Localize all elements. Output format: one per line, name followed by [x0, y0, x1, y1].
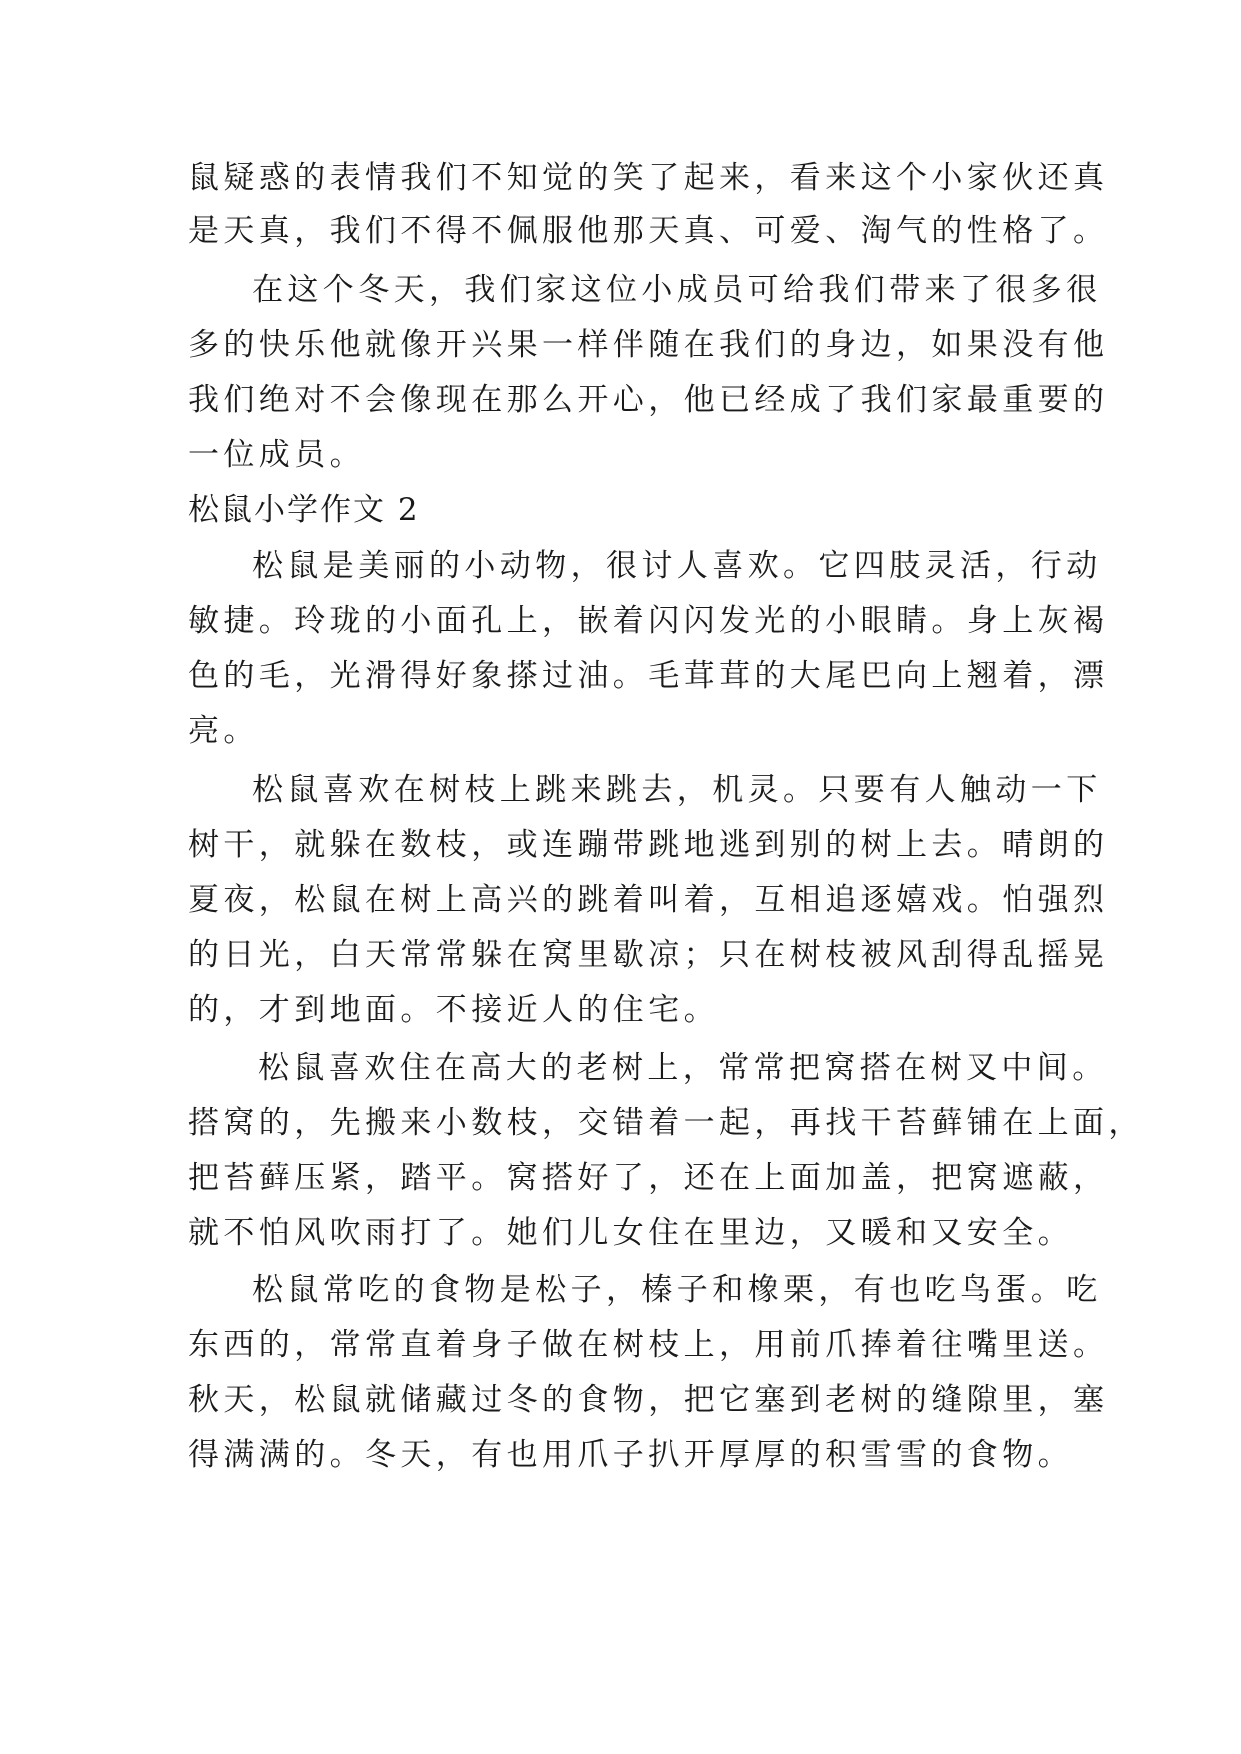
text-line: 敏捷。玲珑的小面孔上，嵌着闪闪发光的小眼睛。身上灰褐: [188, 603, 1109, 639]
text-line: 一位成员。: [188, 437, 365, 473]
text-line: 就不怕风吹雨打了。她们儿女住在里边，又暖和又安全。: [188, 1215, 1073, 1251]
text-line: 松鼠喜欢住在高大的老树上，常常把窝搭在树叉中间。: [258, 1050, 1108, 1086]
text-line: 把苔藓压紧，踏平。窝搭好了，还在上面加盖，把窝遮蔽，: [188, 1160, 1109, 1196]
text-line: 东西的，常常直着身子做在树枝上，用前爪捧着往嘴里送。: [188, 1327, 1109, 1363]
text-line: 秋天，松鼠就储藏过冬的食物，把它塞到老树的缝隙里，塞: [188, 1382, 1109, 1418]
text-line: 松鼠喜欢在树枝上跳来跳去，机灵。只要有人触动一下: [252, 772, 1102, 808]
section-heading: 松鼠小学作文 2: [188, 492, 420, 528]
text-line: 鼠疑惑的表情我们不知觉的笑了起来，看来这个小家伙还真: [188, 160, 1109, 196]
text-line: 夏夜，松鼠在树上高兴的跳着叫着，互相追逐嬉戏。怕强烈: [188, 882, 1109, 918]
text-line: 的日光，白天常常躲在窝里歇凉；只在树枝被风刮得乱摇晃: [188, 937, 1109, 973]
text-line: 多的快乐他就像开兴果一样伴随在我们的身边，如果没有他: [188, 327, 1109, 363]
text-line: 搭窝的，先搬来小数枝，交错着一起，再找干苔藓铺在上面，: [188, 1105, 1144, 1141]
text-line: 我们绝对不会像现在那么开心，他已经成了我们家最重要的: [188, 382, 1109, 418]
text-line: 色的毛，光滑得好象搽过油。毛茸茸的大尾巴向上翘着，漂: [188, 658, 1109, 694]
text-line: 在这个冬天，我们家这位小成员可给我们带来了很多很: [252, 272, 1102, 308]
text-line: 得满满的。冬天，有也用爪子扒开厚厚的积雪雪的食物。: [188, 1437, 1073, 1473]
text-line: 是天真，我们不得不佩服他那天真、可爱、淘气的性格了。: [188, 213, 1109, 249]
text-line: 的，才到地面。不接近人的住宅。: [188, 992, 719, 1028]
text-line: 松鼠常吃的食物是松子，榛子和橡栗，有也吃鸟蛋。吃: [252, 1272, 1102, 1308]
text-line: 树干，就躲在数枝，或连蹦带跳地逃到别的树上去。晴朗的: [188, 827, 1109, 863]
text-line: 松鼠是美丽的小动物，很讨人喜欢。它四肢灵活，行动: [252, 548, 1102, 584]
text-line: 亮。: [188, 713, 259, 749]
